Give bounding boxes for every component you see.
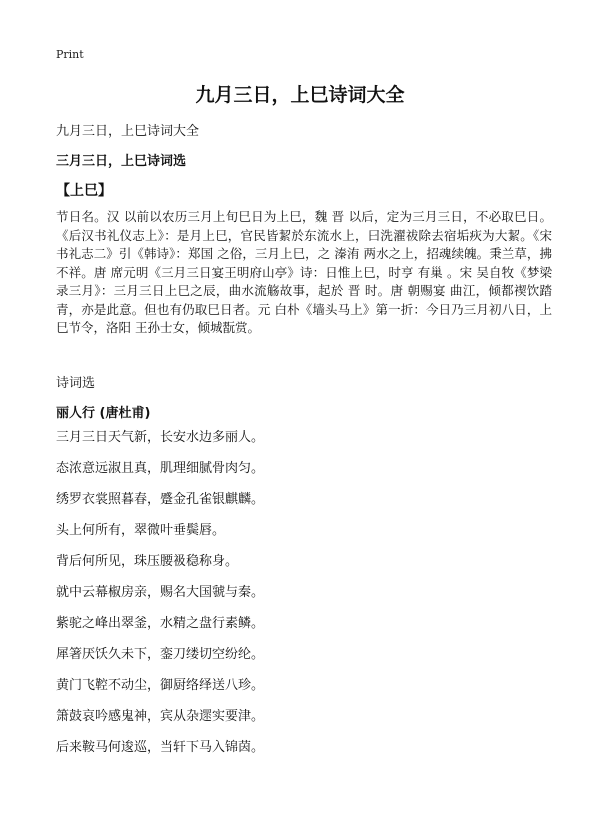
poem-line: 黄门飞鞚不动尘，御厨络绎送八珍。: [56, 678, 265, 693]
poem-line: 后来鞍马何逡巡，当轩下马入锦茵。: [56, 740, 265, 755]
document-subtitle: 九月三日，上巳诗词大全: [56, 124, 200, 139]
poem-lines: [56, 428, 264, 769]
page-title: 九月三日，上巳诗词大全: [195, 84, 405, 106]
poem-line: 紫驼之峰出翠釜，水精之盘行素鳞。: [56, 616, 265, 631]
poem-title: 丽人行 (唐杜甫): [56, 406, 151, 421]
subsection-heading: 【上巳】: [56, 183, 112, 199]
poem-line: 态浓意远淑且真，肌理细腻骨肉匀。: [56, 461, 265, 476]
poem-line: 犀箸厌饫久未下，銮刀缕切空纷纶。: [56, 647, 265, 662]
poems-label: 诗词选: [56, 376, 96, 391]
intro-paragraph: 节日名。汉 以前以农历三月上旬巳日为上巳，魏 晋 以后，定为三月三日，不必取巳日。《后汉书礼仪志上》：是月上巳，官民皆絜於东流水上，曰洗濯祓除去宿垢疢为大絜。《宋书礼志二》引《韩诗》：郑国 之俗，三月上巳，之 溱洧 两水之上，招魂续魄。秉兰草，拂不祥。唐 席元明《三月三日宴王明府山亭》诗：日惟上巳，时亨 有巢 。宋 吴自牧《梦梁录三月》：三月三日上巳之辰，曲水流觞故事，起於 晋 时。唐 朝赐宴 曲江，倾都禊饮踏青，亦是此意。但也有仍取巳日者。元 白朴《墙头马上》第一折：今日乃三月初八日，上巳节令，洛阳 王孙士女，倾城翫赏。: [56, 209, 552, 335]
section-heading: 三月三日，上巳诗词选: [56, 154, 187, 169]
poem-line: 绣罗衣裳照暮春，蹙金孔雀银麒麟。: [56, 492, 265, 507]
poem-line: 就中云幕椒房亲，赐名大国虢与秦。: [56, 585, 265, 600]
print-label: Print: [56, 48, 84, 61]
poem-line: 头上何所有，翠微叶垂鬓唇。: [56, 523, 226, 538]
poem-line: 箫鼓哀吟感鬼神，宾从杂遝实要津。: [56, 709, 265, 724]
poem-line: 三月三日天气新，长安水边多丽人。: [56, 430, 265, 445]
poem-line: 背后何所见，珠压腰衱稳称身。: [56, 554, 239, 569]
